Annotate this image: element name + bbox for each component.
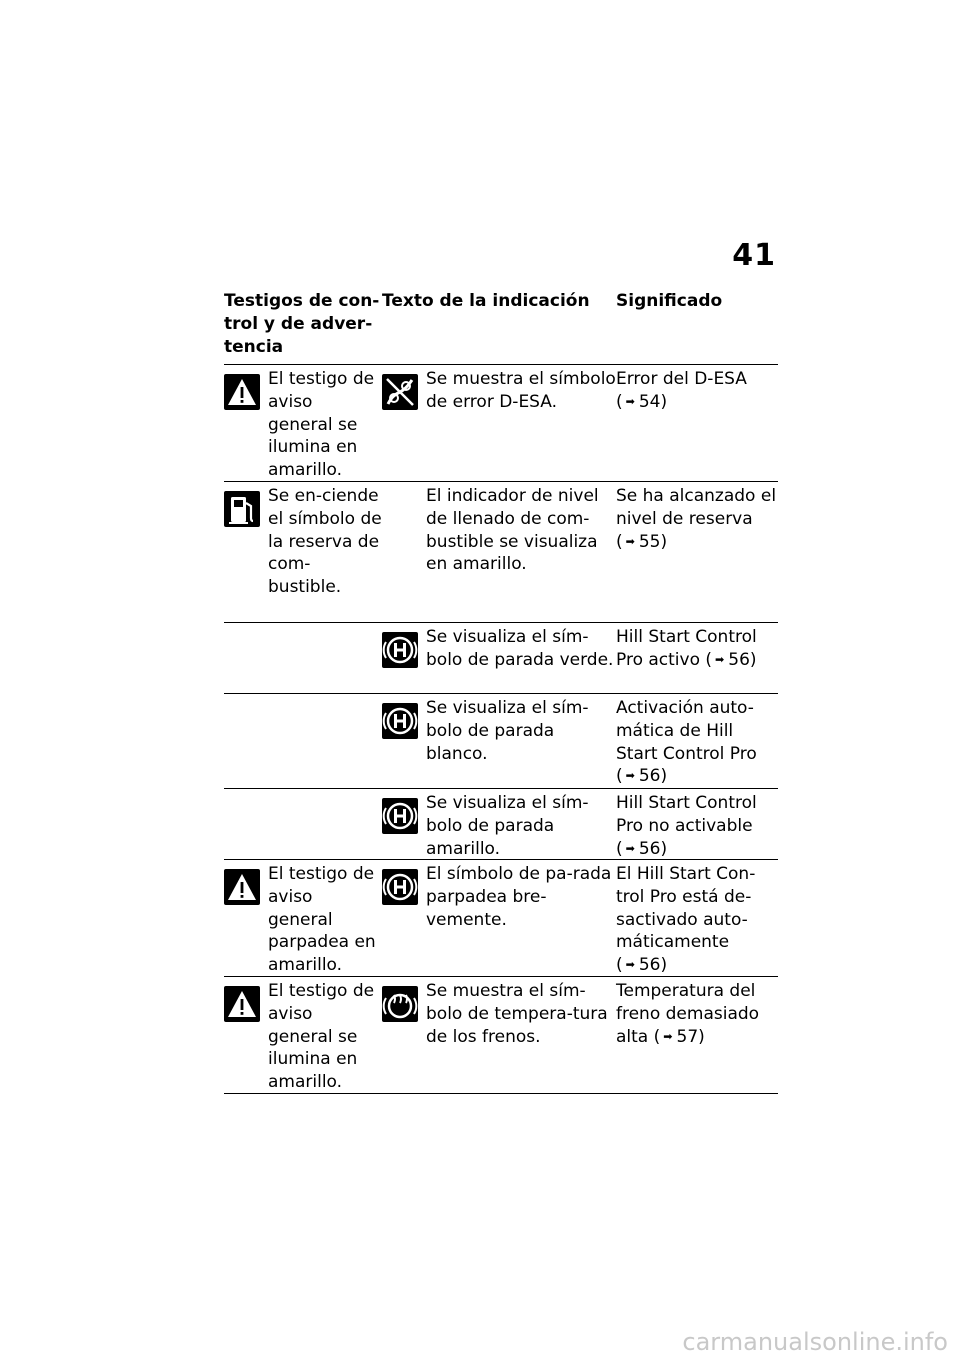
display-text: Se muestra el símbolo de error D-ESA. [426,369,616,412]
display-cell [382,482,616,622]
table-header [224,290,778,365]
meaning-cell [616,860,778,976]
meaning-cell [616,694,778,788]
xref-arrow-icon: ➡ [625,958,635,972]
indicator-text [268,697,382,788]
display-text: Se visualiza el sím-bolo de parada amarillo. [426,793,589,859]
table-row [224,789,778,860]
hill-hold-icon [382,703,418,739]
display-cell [382,623,616,693]
display-text: Se visualiza el sím-bolo de parada verde. [426,627,614,670]
xref-open: ( [616,955,623,976]
hill-hold-icon [382,869,418,905]
indicator-cell [224,694,382,788]
xref-arrow-icon: ➡ [663,1029,673,1043]
xref-page: 54 [638,391,661,412]
xref-close: ) [660,766,668,787]
display-text: Se visualiza el sím-bolo de parada blanco. [426,698,589,764]
xref-open: ( [616,391,623,412]
xref-page: 56 [638,955,661,976]
indicator-cell [224,977,382,1093]
meaning-cell [616,482,778,622]
table-row [224,860,778,977]
page-reference-link[interactable] [654,1027,705,1047]
display-text: Se muestra el sím-bolo de tempera-tura de los frenos. [426,981,608,1047]
header-indicator: Testigos de con-trol y de adver-tencia [224,291,380,357]
header-display-text: Texto de la indicación [382,291,590,311]
indicator-text [268,626,382,693]
xref-page: 55 [638,531,661,552]
page-reference-link[interactable] [705,650,756,670]
xref-page: 56 [728,649,750,670]
header-meaning: Significado [616,291,723,311]
xref-arrow-icon: ➡ [625,841,635,855]
display-cell [382,694,616,788]
xref-close: ) [660,955,668,976]
indicator-text: Se en-ciende el símbolo de la reserva de com-bustible. [268,486,382,598]
hill-hold-icon [382,632,418,668]
xref-open: ( [616,838,623,859]
xref-page: 57 [676,1026,699,1047]
page-reference-link[interactable] [616,766,667,786]
warning-triangle-icon [224,869,260,905]
table-row [224,365,778,482]
display-cell [382,365,616,481]
xref-arrow-icon: ➡ [715,652,725,666]
display-cell [382,860,616,976]
desa-error-icon [382,374,418,410]
meaning-text: Error del D-ESA [616,369,747,389]
xref-close: ) [660,838,668,859]
table-row [224,623,778,694]
brake-temperature-icon [382,986,418,1022]
display-text: El indicador de nivel de llenado de com-bustible se visualiza en amarillo. [426,486,599,575]
warning-triangle-icon [224,986,260,1022]
xref-close: ) [698,1026,705,1047]
page-number: 41 [732,238,776,273]
xref-page: 56 [638,766,661,787]
indicator-cell [224,482,382,622]
indicator-cell [224,623,382,693]
fuel-pump-icon [224,491,260,527]
display-text: El símbolo de pa-rada parpadea bre-vemente. [426,864,612,930]
xref-open: ( [616,531,623,552]
meaning-text: Hill Start Control Pro no activable [616,793,757,836]
table-row [224,694,778,789]
indicator-text: El testigo de aviso general se ilumina en amarillo. [268,369,375,481]
indicator-text [268,792,382,859]
xref-close: ) [660,391,668,412]
table-row [224,977,778,1094]
display-cell [382,977,616,1093]
warning-triangle-icon [224,374,260,410]
page-reference-link[interactable] [616,839,667,859]
table-row [224,482,778,623]
xref-open: ( [653,1026,661,1047]
indicator-text: El testigo de aviso general se ilumina en amarillo. [268,981,375,1093]
page-reference-link[interactable] [616,392,667,412]
xref-arrow-icon: ➡ [625,769,635,783]
xref-close: ) [749,649,757,670]
meaning-cell [616,365,778,481]
meaning-text: Hill Start Control Pro activo [616,627,757,670]
meaning-cell [616,977,778,1093]
indicator-cell [224,365,382,481]
xref-close: ) [660,531,668,552]
indicator-text: El testigo de aviso general parpadea en amarillo. [268,864,376,976]
hill-hold-icon [382,798,418,834]
meaning-text: El Hill Start Con-trol Pro está de-sactivado auto-máticamente [616,864,756,953]
meaning-cell [616,789,778,859]
indicator-cell [224,789,382,859]
watermark: carmanualsonline.info [682,1328,948,1356]
indicator-cell [224,860,382,976]
xref-page: 56 [638,838,661,859]
xref-open: ( [705,649,713,670]
meaning-text: Se ha alcanzado el nivel de reserva [616,486,777,529]
page-reference-link[interactable] [616,955,667,975]
meaning-cell [616,623,778,693]
page-reference-link[interactable] [616,532,667,552]
indicator-table [224,290,778,1094]
display-cell [382,789,616,859]
xref-arrow-icon: ➡ [625,534,635,548]
xref-open: ( [616,766,623,787]
meaning-text: Temperatura del freno demasiado alta [616,981,760,1047]
xref-arrow-icon: ➡ [625,394,635,408]
meaning-text: Activación auto-mática de Hill Start Control Pro [616,698,757,764]
